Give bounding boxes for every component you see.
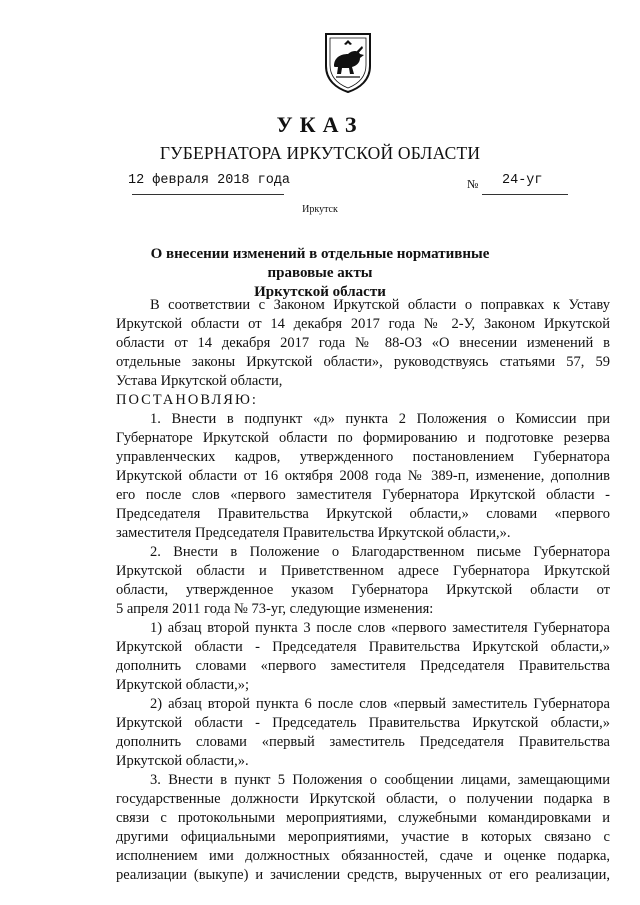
body-line: Иркутской области,»; (116, 677, 250, 693)
body-line: области от 14 декабря 2017 года № 88-ОЗ «О внесении изменений в (116, 335, 610, 351)
body-line: 1) абзац второй пункта 3 после слов «первого заместителя Губернатора (150, 620, 610, 636)
coat-of-arms-icon (322, 30, 374, 94)
body-line: В соответствии с Законом Иркутской области о поправках к Уставу (150, 297, 610, 313)
body-line: управленческих кадров, утвержденного постановлением Губернатора (116, 449, 610, 465)
heading-line-2: Иркутской области (254, 284, 386, 300)
body-line: Иркутской области от 14 декабря 2017 года № 2-У, Законом Иркутской (116, 316, 610, 332)
document-city: Иркутск (302, 204, 338, 215)
body-line: 5 апреля 2011 года № 73-уг, следующие изменения: (116, 601, 434, 617)
body-line: Устава Иркутской области, (116, 373, 283, 389)
document-subtitle: ГУБЕРНАТОРА ИРКУТСКОЙ ОБЛАСТИ (159, 143, 481, 163)
document-number: 24-уг (502, 173, 543, 188)
body-line: государственные должности Иркутской области, о получении подарка в (116, 791, 610, 807)
body-line: отдельные законы Иркутской области», руководствуясь статьями 57, 59 (116, 354, 610, 370)
heading-line-1: О внесении изменений в отдельные нормативные правовые акты (150, 246, 490, 281)
document-title: УКАЗ (276, 112, 364, 137)
body-line: Иркутской области и Приветственном адресе Губернатора Иркутской (116, 563, 610, 579)
body-line: Председателя Правительства Иркутской области,» словами «первого (116, 506, 610, 522)
body-line: 3. Внести в пункт 5 Положения о сообщении лицами, замещающими (150, 772, 610, 788)
number-underline (482, 194, 568, 195)
body-line: 2) абзац второй пункта 6 после слов «первый заместитель Губернатора (150, 696, 610, 712)
body-line: 2. Внести в Положение о Благодарственном письме Губернатора (150, 544, 610, 560)
body-line: дополнить словами «первый заместитель Председателя Правительства (116, 734, 610, 750)
body-line: реализации (выкупе) и зачислении средств, вырученных от его реализации, (116, 867, 610, 883)
body-line: его после слов «первого заместителя Губернатора Иркутской области - (116, 487, 610, 503)
date-underline (132, 194, 284, 195)
body-line: 1. Внести в подпункт «д» пункта 2 Положения о Комиссии при (150, 411, 610, 427)
body-line: связи с протокольными мероприятиями, служебными командировками и (116, 810, 610, 826)
body-line: Губернаторе Иркутской области по формированию и подготовке резерва (116, 430, 610, 446)
body-line: исполнением ими должностных обязанностей, сдаче и оценке подарка, (116, 848, 610, 864)
body-line: ПОСТАНОВЛЯЮ: (116, 392, 258, 408)
body-line: заместителя Председателя Правительства Иркутской области,». (116, 525, 511, 541)
body-line: Иркутской области,». (116, 753, 249, 769)
body-line: Иркутской области - Председателя Правительства Иркутской области,» (116, 639, 610, 655)
body-line: области, утвержденное указом Губернатора Иркутской области от (116, 582, 610, 598)
number-label: № (467, 177, 479, 191)
body-line: другими официальными мероприятиями, участие в которых связано с (116, 829, 610, 845)
document-heading (120, 245, 520, 302)
body-line: Иркутской области от 16 октября 2008 года № 389-п, изменение, дополнив (116, 468, 610, 484)
body-line: дополнить словами «первого заместителя Председателя Правительства (116, 658, 610, 674)
body-line: Иркутской области - Председатель Правительства Иркутской области,» (116, 715, 610, 731)
document-date: 12 февраля 2018 года (128, 173, 291, 188)
